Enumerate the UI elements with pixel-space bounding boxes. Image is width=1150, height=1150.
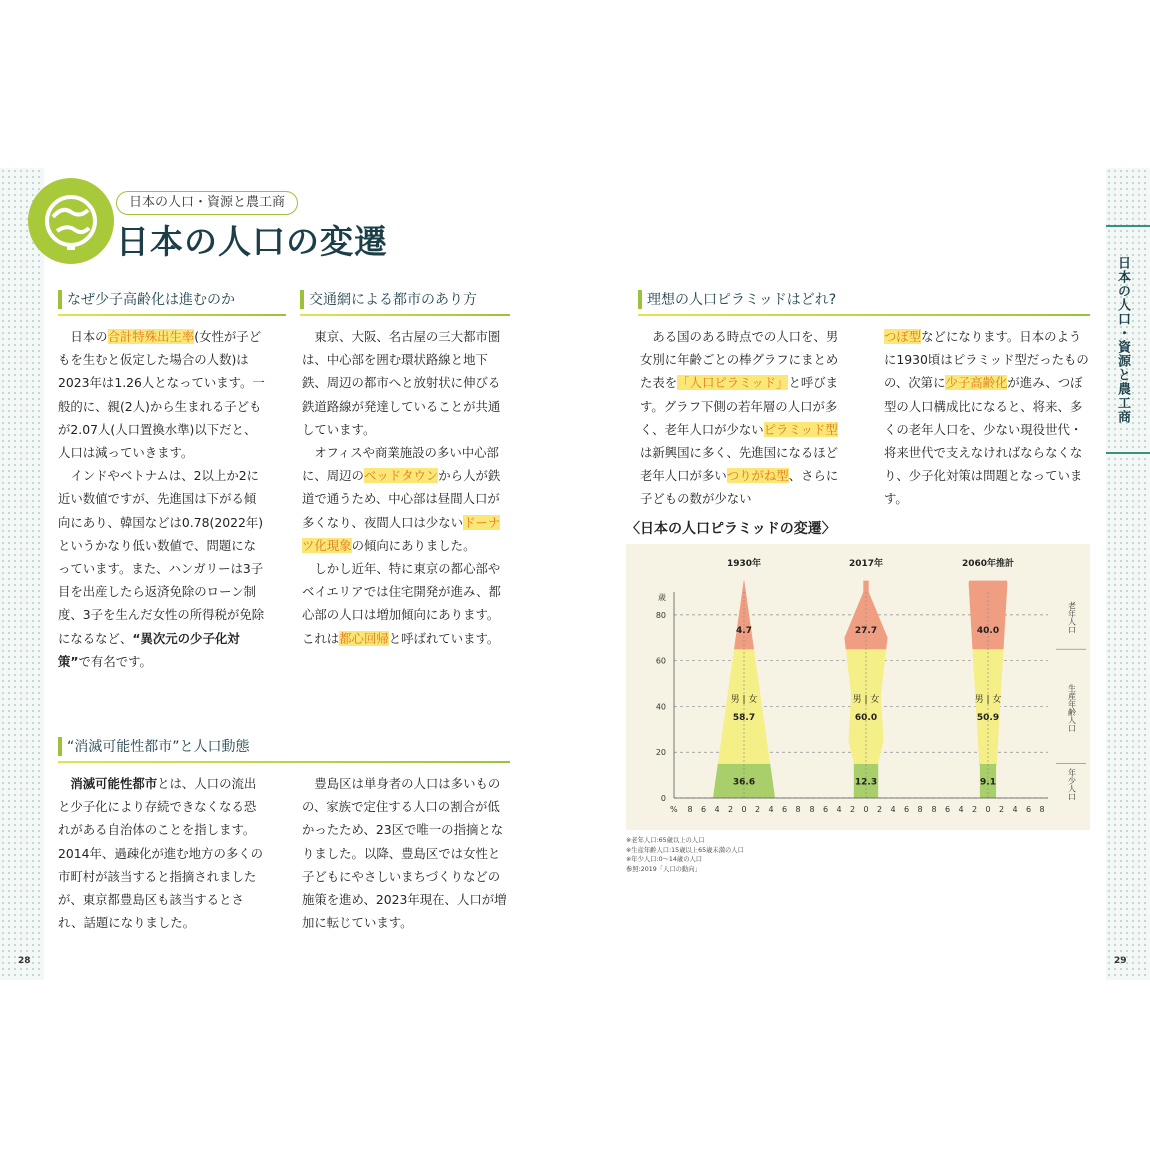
share-label-working: 60.0: [854, 713, 878, 724]
share-label-old: 40.0: [976, 626, 1000, 637]
sex-labels: 男 | 女: [852, 694, 880, 705]
y-tick-label: 40: [655, 702, 666, 712]
globe-badge: [28, 178, 114, 264]
section-heading-4: 理想の人口ピラミッドはどれ?: [638, 288, 1090, 312]
category-pill: 日本の人口・資源と農工商: [116, 191, 298, 215]
note-line: ※老年人口:65歳以上の人口: [626, 837, 705, 844]
x-tick-label: 8: [809, 805, 815, 814]
y-tick-label: 60: [655, 656, 666, 666]
band-label: 老年人口: [1067, 601, 1077, 634]
band-label: 生産年齢人口: [1067, 683, 1077, 732]
x-tick-label: 8: [1039, 805, 1045, 814]
share-label-working: 50.9: [976, 713, 1000, 724]
section-body-3a: 消滅可能性都市とは、人口の流出と少子化により存続できなくなる恐れがある自治体のことを指します。2014年、過疎化が進む地方の多くの市町村が該当すると指摘されましたが、東京都豊島区も該当するとされ、話題になりました。: [58, 776, 264, 931]
keyword-pyramid-term: 「人口ピラミッド」: [677, 375, 789, 391]
section-body-3b: 豊島区は単身者の人口は多いものの、家族で定住する人口の割合が低かったため、23区で唯一の指摘となりました。以降、豊島区では女性と子どもにやさしいまちづくりなどの施策を進め、2023年現在、人口が増加に転じています。: [302, 776, 507, 931]
share-label-working: 58.7: [732, 713, 756, 724]
side-tab-rule-top: [1106, 225, 1150, 227]
band-label: 年少人口: [1067, 768, 1077, 801]
x-tick-label: 0: [985, 805, 991, 814]
y-tick-label: 20: [655, 748, 666, 758]
globe-icon: [40, 190, 102, 252]
section-heading-2: 交通網による都市のあり方: [300, 288, 510, 312]
keyword-bell-type: つりがね型: [726, 468, 789, 484]
note-line: 参照:2019「人口の動向」: [626, 865, 701, 873]
share-label-young: 36.6: [732, 777, 756, 788]
side-tab-rule-bottom: [1106, 452, 1150, 454]
left-dot-margin: [0, 168, 44, 980]
x-tick-label: 6: [1025, 805, 1032, 814]
page-number-left: 28: [18, 956, 31, 966]
x-tick-label: 6: [781, 805, 788, 814]
keyword-aging: 少子高齢化: [945, 375, 1008, 391]
note-line: ※年少人口:0〜14歳の人口: [626, 856, 703, 863]
pyramid-band-working: [846, 649, 887, 764]
section-heading-1: なぜ少子高齢化は進むのか: [58, 288, 286, 312]
x-tick-label: 0: [863, 805, 869, 814]
keyword-birth-rate: 合計特殊出生率: [107, 329, 195, 344]
section-body-1: 日本の合計特殊出生率(女性が子どもを生むと仮定した場合の人数)は2023年は1.26人となっています。一般的に、親(2人)から生まれる子どもが2.07人(人口置換水準)以下だと、人口は減っていきます。 インドやベトナムは、2以上か2に近い数値ですが、先進国は下がる傾向にあり、韓国などは0.78(2022年)というかなり低い数値で、問題になっています。また、ハンガリーは3子目を出産したら返済免除のローン制度、3子を生んだ女性の所得税が免除になるなど、“異次元の少子化対策”で有名です。: [58, 329, 265, 669]
keyword-pyramid-type: ピラミッド型: [763, 421, 838, 437]
keyword-policy: “異次元の少子化対策”: [58, 630, 240, 669]
section-heading-3: “消滅可能性都市”と人口動態: [58, 735, 510, 759]
section-body-4b: つぼ型などになります。日本のように1930頃はピラミッド型だったものの、次第に少子高齢化が進み、つぼ型の人口構成比になると、将来、多くの老年人口を、少ない現役世代・将来世代で支えなければならなくなり、少子化対策は問題となっています。: [884, 329, 1089, 507]
keyword-bedtown: ベッドタウン: [363, 468, 439, 484]
y-axis-unit: 歳: [658, 593, 666, 602]
x-axis-unit: %: [670, 805, 678, 814]
page-title: 日本の人口の変遷: [116, 222, 388, 261]
keyword-vanishing-city: 消滅可能性都市: [70, 776, 158, 791]
panel-label: 2060年推計: [961, 559, 1015, 569]
panel-label: 2017年: [848, 559, 884, 569]
x-tick-label: 4: [890, 805, 896, 814]
note-line: ※生産年齢人口:15歳以上65歳未満の人口: [626, 846, 744, 854]
x-tick-label: 4: [768, 805, 774, 814]
x-tick-label: 2: [998, 805, 1005, 814]
chart-notes: [626, 836, 744, 874]
side-tab-label: 日本の人口・資源と農工商: [1115, 256, 1130, 424]
section-body-4a: ある国のある時点での人口を、男女別に年齢ごとの棒グラフにまとめた表を「人口ピラミッド」と呼びます。グラフ下側の若年層の人口が多く、老年人口が少ないピラミッド型は新興国に多く、先進国になるほど老年人口が多いつりがね型、さらに子どもの数が少ない: [640, 329, 839, 507]
x-tick-label: 0: [741, 805, 747, 814]
x-tick-label: 2: [849, 805, 856, 814]
keyword-donut: ドーナツ化現象: [302, 514, 501, 553]
y-tick-label: 0: [660, 794, 666, 803]
share-label-old: 27.7: [854, 626, 878, 637]
y-tick-label: 80: [655, 610, 666, 620]
x-tick-label: 6: [903, 805, 910, 814]
x-tick-label: 6: [822, 805, 829, 814]
pyramid-band-old: [969, 581, 1008, 650]
x-tick-label: 6: [700, 805, 707, 814]
x-tick-label: 4: [958, 805, 964, 814]
x-tick-label: 4: [1012, 805, 1018, 814]
x-tick-label: 2: [754, 805, 761, 814]
x-tick-label: 4: [714, 805, 720, 814]
x-tick-label: 2: [876, 805, 883, 814]
x-tick-label: 2: [727, 805, 734, 814]
x-tick-label: 6: [944, 805, 951, 814]
share-label-young: 12.3: [854, 777, 878, 788]
x-tick-label: 8: [795, 805, 801, 814]
sex-labels: 男 | 女: [974, 694, 1002, 705]
x-tick-label: 8: [917, 805, 923, 814]
page-number-right: 29: [1114, 956, 1127, 966]
x-tick-label: 4: [836, 805, 842, 814]
sex-labels: 男 | 女: [730, 694, 758, 705]
panel-label: 1930年: [726, 559, 762, 569]
section-body-2: 東京、大阪、名古屋の三大都市圏は、中心部を囲む環状路線と地下鉄、周辺の都市へと放射状に伸びる鉄道路線が発達していることが共通しています。 オフィスや商業施設の多い中心部に、周辺のベッドタウンから人が鉄道で通うため、中心部は昼間人口が多くなり、夜間人口は少ないドーナツ化現象の傾向にありました。 しかし近年、特に東京の都心部やベイエリアでは住宅開発が進み、都心部の人口は増加傾向にあります。これは都心回帰と呼ばれています。: [302, 329, 501, 646]
x-tick-label: 2: [971, 805, 978, 814]
share-label-young: 9.1: [980, 777, 996, 788]
chart-title: 〈日本の人口ピラミッドの変遷〉: [626, 521, 836, 537]
x-tick-label: 8: [931, 805, 937, 814]
population-pyramid-chart: [626, 544, 1090, 830]
keyword-return: 都心回帰: [339, 630, 389, 646]
x-tick-label: 8: [687, 805, 693, 814]
share-label-old: 4.7: [736, 626, 752, 637]
keyword-pot-type: つぼ型: [884, 329, 922, 344]
